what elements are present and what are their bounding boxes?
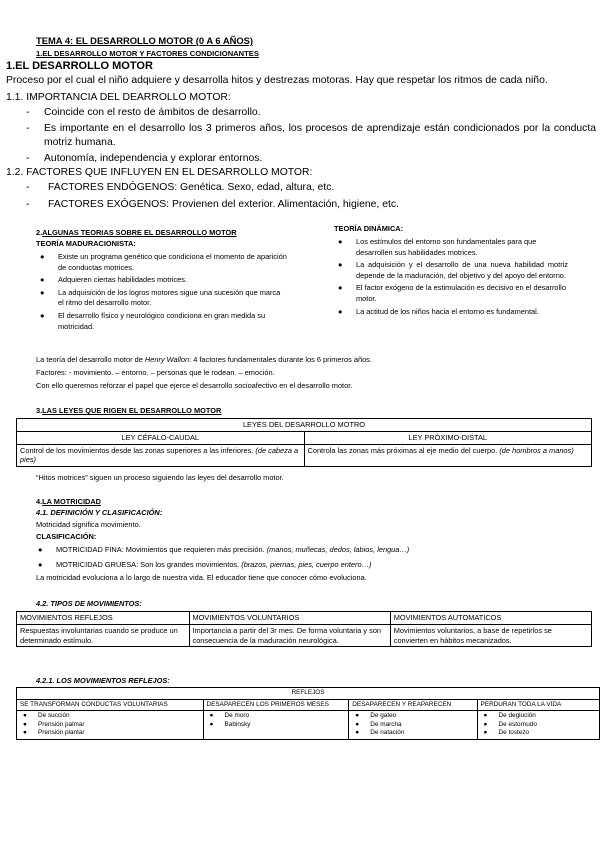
bullet-icon: ●	[40, 275, 45, 285]
list-item: ● De estornudo	[483, 720, 537, 728]
bullet-icon: ●	[40, 310, 45, 320]
reflejos-heading: 4.2.1. LOS MOVIMIENTOS REFLEJOS:	[36, 676, 170, 685]
laws-col2-cell: Controla las zonas más próximas al eje medio del cuerpo. (de hombros a manos)	[304, 444, 592, 467]
factores-line: Factores: - movimiento. – entorno. – personas que le rodean. – emoción.	[36, 368, 275, 377]
clasificacion-heading: CLASIFICACIÓN:	[36, 532, 97, 541]
list-item: - Autonomía, independencia y explorar entornos.	[0, 152, 596, 167]
document-title: TEMA 4: EL DESARROLLO MOTOR (0 A 6 AÑOS)	[36, 35, 254, 46]
list-item: ● MOTRICIDAD GRUESA: Son los grandes movimientos. (brazos, piernas, pies, cuerpo entero…)	[38, 559, 372, 569]
bullet-icon: ●	[338, 237, 343, 246]
reflejos-table	[16, 687, 600, 740]
definicion-text: Motricidad significa movimiento.	[36, 520, 141, 529]
list-item: ● La adquisición de los logros motores sigue una sucesión que marca el ritmo del desarrollo motor.	[40, 287, 281, 308]
tipos-cell-automaticos: Movimientos voluntarios, a base de repetirlos se convierten en hábitos mecanizados.	[390, 624, 591, 647]
bullet-icon: ●	[209, 720, 214, 728]
bullet-icon: ●	[355, 729, 360, 737]
list-item: ● Adquieren ciertas habilidades motrices.	[40, 275, 187, 285]
bullet-icon: ●	[40, 287, 45, 297]
list-item: ● El desarrollo físico y neurológico condiciona en gran medida su motricidad.	[40, 310, 266, 331]
list-item: ● La adquisición y el desarrollo de una nueva habilidad motriz depende de la maduración, del objetivo y del apoyo del entorno.	[338, 260, 568, 280]
maduracionista-heading: TEORÍA MADURACIONISTA:	[36, 239, 136, 248]
list-item: ● De moro	[209, 712, 250, 720]
importance-list	[0, 106, 596, 166]
reflejos-col-3	[349, 711, 477, 740]
list-item: ● La actitud de los niños hacia el entorno es fundamental.	[338, 306, 539, 316]
bullet-icon: ●	[483, 712, 488, 720]
list-item: ● Babinsky	[209, 720, 251, 728]
importance-heading: 1.1. IMPORTANCIA DEL DEARROLLO MOTOR:	[6, 92, 231, 103]
list-item: ● De tostezo	[483, 729, 530, 737]
bullet-icon: ●	[338, 306, 343, 316]
tipos-heading: 4.2. TIPOS DE MOVIMIENTOS:	[36, 599, 142, 608]
bullet-icon: ●	[209, 712, 214, 720]
reflejos-col-4	[477, 711, 599, 740]
dash-icon: -	[26, 152, 30, 164]
tipos-table	[16, 611, 592, 647]
refuerzo-line: Con ello queremos reforzar el papel que ejerce el desarrollo socioafectivo en el desarrollo motor.	[36, 381, 353, 390]
section1-intro: Proceso por el cual el niño adquiere y desarrolla hitos y destrezas motoras. Hay que respetar los ritmos de cada niño.	[6, 75, 548, 86]
evolucion-line: La motricidad evoluciona a lo largo de nuestra vida. El educador tiene que conocer cómo evoluciona.	[36, 573, 367, 582]
reflejos-col-1	[17, 711, 204, 740]
clasificacion-list	[36, 545, 596, 570]
tipos-header-reflejos: MOVIMIENTOS REFLEJOS	[17, 612, 190, 625]
document-subtitle: 1.EL DESARROLLO MOTOR Y FACTORES CONDICIONANTES	[36, 49, 259, 58]
dash-icon: -	[26, 182, 30, 193]
list-item: - FACTORES ENDÓGENOS: Genética. Sexo, edad, altura, etc.	[0, 181, 596, 196]
dinamica-list	[336, 237, 568, 317]
reflejos-header-4: PERDURAN TODA LA VIDA	[477, 699, 599, 711]
list-item: ● El factor exógeno de la estimulación es decisivo en el desarrollo motor.	[338, 283, 566, 303]
dash-icon: -	[26, 198, 30, 210]
section1-heading: 1.EL DESARROLLO MOTOR	[6, 60, 153, 72]
list-item: ● Los estímulos del entorno son fundamentales para que desarrollen sus habilidades motrices.	[338, 237, 537, 257]
list-item: ● De deglución	[483, 712, 536, 720]
bullet-icon: ●	[483, 729, 488, 737]
bullet-icon: ●	[23, 729, 27, 737]
laws-col1-header: LEY CÉFALO-CAUDAL	[17, 431, 305, 444]
reflejos-header-3: DESAPARECEN Y REAPARECEN	[349, 699, 477, 711]
factors-heading: 1.2. FACTORES QUE INFLUYEN EN EL DESARROLLO MOTOR:	[6, 167, 313, 178]
tipos-cell-voluntarios: Importancia a partir del 3r mes. De forma voluntaria y son consecuencia de la maduración neurológica.	[189, 624, 390, 647]
tipos-cell-reflejos: Respuestas involuntarias cuando se produce un determinado estímulo.	[17, 624, 190, 647]
bullet-icon: ●	[38, 559, 43, 569]
list-item: ● Prensión plantar	[23, 729, 85, 737]
laws-col2-header: LEY PRÓXIMO-DISTAL	[304, 431, 592, 444]
laws-table	[16, 418, 592, 467]
factors-list	[0, 181, 596, 212]
tipos-header-voluntarios: MOVIMIENTOS VOLUNTARIOS	[189, 612, 390, 625]
list-item: - FACTORES EXÓGENOS: Provienen del exterior. Alimentación, higiene, etc.	[0, 198, 596, 213]
hitos-line: “Hitos motrices” siguen un proceso siguiendo las leyes del desarrollo motor.	[36, 473, 284, 482]
list-item: ● De marcha	[355, 720, 402, 728]
list-item: ● Prensión palmar	[23, 720, 85, 728]
bullet-icon: ●	[23, 720, 27, 728]
list-item: - Coincide con el resto de ámbitos de desarrollo.	[0, 106, 596, 121]
list-item: ● MOTRICIDAD FINA: Movimientos que requieren más precisión. (manos, muñecas, dedos, labios, lengua…)	[38, 545, 410, 554]
reflejos-header-1: SE TRANSFORMAN CONDUCTAS VOLUNTARIAS	[17, 699, 204, 711]
bullet-icon: ●	[338, 283, 343, 293]
list-item: ● De succión	[23, 712, 70, 720]
laws-col1-cell: Control de los movimientos desde las zonas superiores a las inferiores. (de cabeza a pies)	[17, 444, 305, 467]
list-item: ● De gateo	[355, 712, 397, 720]
dinamica-heading: TEORÍA DINÁMICA:	[334, 224, 404, 233]
bullet-icon: ●	[355, 720, 360, 728]
wallon-line: La teoría del desarrollo motor de Henry Wallon: 4 factores fundamentales durante los 6 primeros años.	[36, 355, 372, 364]
section2-heading: 2.ALGUNAS TEORIAS SOBRE EL DESARROLLO MOTOR	[36, 228, 237, 237]
list-item: ● De natación	[355, 729, 405, 737]
bullet-icon: ●	[38, 545, 43, 554]
dash-icon: -	[26, 122, 30, 134]
maduracionista-list	[38, 252, 288, 332]
bullet-icon: ●	[23, 712, 27, 720]
bullet-icon: ●	[355, 712, 360, 720]
list-item: - Es importante en el desarrollo los 3 primeros años, los procesos de aprendizaje están condicionados por la conducta motriz humana.	[26, 122, 596, 149]
bullet-icon: ●	[40, 252, 45, 261]
definicion-heading: 4.1. DEFINICIÓN Y CLASIFICACIÓN:	[36, 508, 163, 517]
dash-icon: -	[26, 107, 30, 118]
section4-heading: 4.LA MOTRICIDAD	[36, 497, 102, 506]
reflejos-col-2	[203, 711, 349, 740]
list-item: ● Existe un programa genético que condiciona el momento de aparición de conductas motrices.	[40, 252, 287, 272]
laws-table-title: LEYES DEL DESARROLLO MOTRO	[17, 419, 592, 432]
tipos-header-automaticos: MOVIMIENTOS AUTOMATICOS	[390, 612, 591, 625]
reflejos-header-2: DESAPARECEN LOS PRIMEROS MESES	[203, 699, 349, 711]
bullet-icon: ●	[483, 720, 488, 728]
bullet-icon: ●	[338, 260, 343, 270]
reflejos-table-title: REFLEJOS	[17, 688, 600, 700]
section3-heading: 3.LAS LEYES QUE RIGEN EL DESARROLLO MOTOR	[36, 406, 222, 415]
